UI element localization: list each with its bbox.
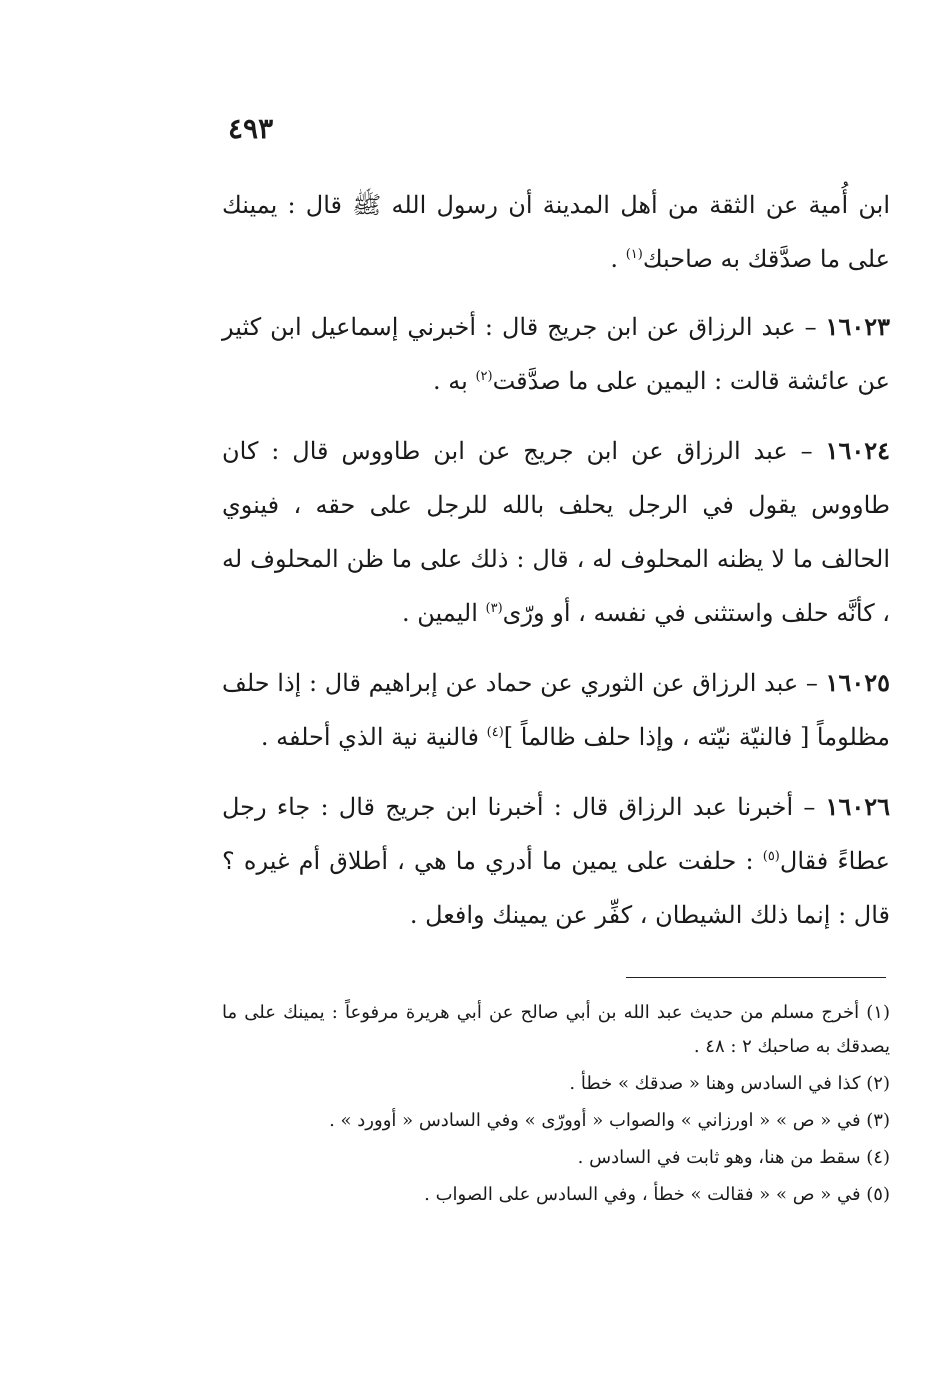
paragraph-text: – عبد الرزاق عن الثوري عن حماد عن إبراهيم قال : إذا حلف مظلوماً [ فالنيّة نيّته ، وإذا حلف ظالماً ] xyxy=(222,669,890,751)
paragraph-text: – أخبرنا عبد الرزاق قال : أخبرنا ابن جريج قال : جاء رجل عطاءً فقال xyxy=(222,793,890,875)
hadith-number: ١٦٠٢٣ xyxy=(825,312,890,341)
paragraph-text: – عبد الرزاق عن ابن جريج قال : أخبرني إسماعيل ابن كثير عن عائشة قالت : اليمين على ما صدَّقت xyxy=(222,313,890,395)
hadith-paragraph xyxy=(222,656,890,764)
hadith-number: ١٦٠٢٤ xyxy=(825,436,890,465)
hadith-paragraph xyxy=(222,300,890,408)
main-text xyxy=(222,178,890,958)
footnote: (٢) كذا في السادس وهنا « صدقك » خطأ . xyxy=(569,1073,890,1094)
footnote-reference[interactable]: (٣) xyxy=(485,601,503,616)
paragraph-text-end: به . xyxy=(433,367,476,395)
footnote-reference[interactable]: (٢) xyxy=(475,369,493,384)
paragraph-text-end: . xyxy=(610,245,626,273)
paragraph-text-end: اليمين . xyxy=(402,599,486,627)
footnotes xyxy=(222,996,890,1215)
footnote-reference[interactable]: (١) xyxy=(625,247,643,262)
hadith-paragraph xyxy=(222,780,890,942)
footnote: (٥) في « ص » « فقالت » خطأ ، وفي السادس على الصواب . xyxy=(424,1184,890,1205)
paragraph-text: – عبد الرزاق عن ابن جريج عن ابن طاووس قال : كان طاووس يقول في الرجل يحلف بالله للرجل على حقه ، فينوي الحالف ما لا يظنه المحلوف له ، قال : ذلك على ما ظن المحلوف له ، كأنَّه حلف واستثنى في نفسه ، أو ورّى xyxy=(222,437,890,627)
paragraph xyxy=(222,178,890,286)
footnote-reference[interactable]: (٤) xyxy=(486,725,504,740)
footnote: (١) أخرج مسلم من حديث عبد الله بن أبي صالح عن أبي هريرة مرفوعاً : يمينك على ما يصدقك به صاحبك ٢ : ٤٨ . xyxy=(222,1002,890,1057)
paragraph-text-end: فالنية نية الذي أحلفه . xyxy=(260,723,487,751)
page-number: ٤٩٣ xyxy=(228,112,274,145)
hadith-number: ١٦٠٢٦ xyxy=(825,792,890,821)
footnote: (٣) في « ص » « اورزاني » والصواب « أوورّى » وفي السادس « أوورد » . xyxy=(329,1110,890,1131)
footnote: (٤) سقط من هنا، وهو ثابت في السادس . xyxy=(577,1147,890,1168)
paragraph-text: ابن أُمية عن الثقة من أهل المدينة أن رسول الله ﷺ قال : يمينك على ما صدَّقك به صاحبك xyxy=(222,191,890,273)
paragraph-text-end: : حلفت على يمين ما أدري ما هي ، أطلاق أم غيره ؟ قال : إنما ذلك الشيطان ، كفِّر عن يمينك وافعل . xyxy=(222,847,890,929)
footnote-divider xyxy=(626,977,886,978)
footnote-reference[interactable]: (٥) xyxy=(762,849,780,864)
hadith-number: ١٦٠٢٥ xyxy=(825,668,890,697)
hadith-paragraph xyxy=(222,424,890,640)
